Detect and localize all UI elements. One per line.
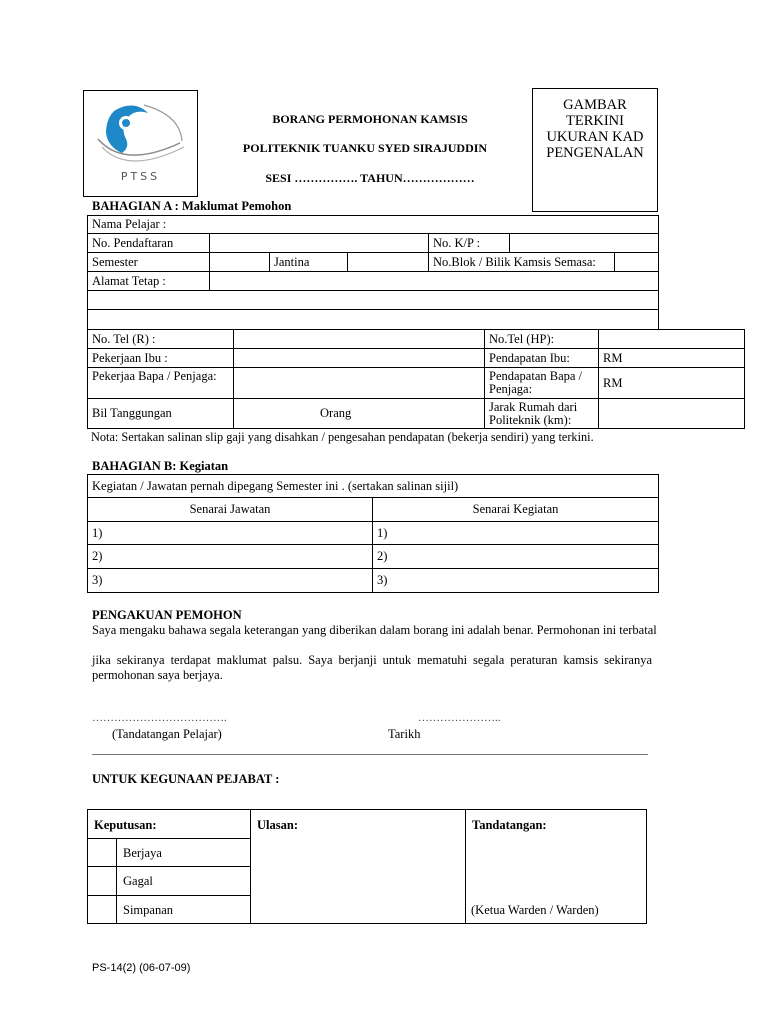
warden-label: (Ketua Warden / Warden) bbox=[471, 903, 599, 917]
checkbox-gagal[interactable] bbox=[89, 867, 115, 894]
kegiatan-row-2[interactable]: 2) bbox=[373, 545, 659, 569]
pendapatan-bapa-label: Pendapatan Bapa / Penjaga: bbox=[485, 368, 599, 399]
section-b-title: BAHAGIAN B: Kegiatan bbox=[92, 459, 229, 473]
section-a-table-top bbox=[87, 215, 659, 330]
orang-label: Orang bbox=[320, 406, 352, 420]
pekerjaan-bapa-input[interactable] bbox=[234, 368, 485, 399]
date-dots[interactable]: ………………….. bbox=[418, 712, 501, 724]
checkbox-simpanan[interactable] bbox=[89, 896, 115, 923]
kegiatan-instruction: Kegiatan / Jawatan pernah dipegang Semester ini . (sertakan salinan sijil) bbox=[88, 475, 659, 498]
no-tel-r-label: No. Tel (R) : bbox=[88, 330, 234, 349]
field-nama-pelajar[interactable] bbox=[88, 216, 659, 234]
keputusan-label: Keputusan: bbox=[94, 818, 157, 832]
no-tel-hp-label: No.Tel (HP): bbox=[485, 330, 599, 349]
no-tel-r-input[interactable] bbox=[234, 330, 485, 349]
signature-dots[interactable]: ………………………………. bbox=[92, 712, 227, 724]
col-senarai-kegiatan: Senarai Kegiatan bbox=[373, 498, 659, 522]
declaration-title: PENGAKUAN PEMOHON bbox=[92, 608, 242, 622]
photo-box bbox=[532, 88, 658, 212]
ulasan-area[interactable] bbox=[251, 838, 464, 922]
divider-line bbox=[92, 754, 648, 755]
semester-input[interactable] bbox=[210, 253, 270, 272]
pendapatan-ibu-label: Pendapatan Ibu: bbox=[485, 349, 599, 368]
jantina-input[interactable] bbox=[348, 253, 429, 272]
no-kp-label: No. K/P : bbox=[429, 234, 510, 253]
date-label: Tarikh bbox=[388, 727, 421, 741]
bil-tanggungan-label: Bil Tanggungan bbox=[88, 399, 234, 429]
photo-line-2: TERKINI bbox=[566, 113, 624, 129]
kegiatan-row-3[interactable]: 3) bbox=[373, 569, 659, 593]
pendapatan-ibu-input[interactable] bbox=[599, 349, 745, 368]
rm-bapa-label: RM bbox=[603, 375, 623, 390]
photo-line-1: GAMBAR bbox=[563, 97, 627, 113]
jawatan-row-3[interactable]: 3) bbox=[88, 569, 373, 593]
office-divider-2 bbox=[465, 810, 466, 923]
session-line: SESI ……………. TAHUN……………… bbox=[265, 171, 475, 185]
office-table bbox=[87, 809, 647, 924]
no-blok-label: No.Blok / Bilik Kamsis Semasa: bbox=[429, 253, 615, 272]
section-b-table bbox=[87, 474, 659, 593]
logo-box bbox=[83, 90, 198, 197]
institution-name: POLITEKNIK TUANKU SYED SIRAJUDDIN bbox=[242, 141, 488, 155]
ulasan-label: Ulasan: bbox=[257, 818, 298, 832]
pekerjaan-ibu-label: Pekerjaan Ibu : bbox=[88, 349, 234, 368]
option-berjaya: Berjaya bbox=[123, 846, 162, 860]
pendapatan-bapa-input[interactable] bbox=[599, 368, 745, 399]
jarak-label: Jarak Rumah dari Politeknik (km): bbox=[485, 399, 599, 429]
no-tel-hp-input[interactable] bbox=[599, 330, 745, 349]
alamat-input-1[interactable] bbox=[210, 272, 659, 291]
checkbox-berjaya[interactable] bbox=[89, 839, 115, 866]
option-gagal: Gagal bbox=[123, 874, 153, 888]
no-pendaftaran-input[interactable] bbox=[210, 234, 429, 253]
office-title: UNTUK KEGUNAAN PEJABAT : bbox=[92, 772, 280, 786]
pekerjaan-ibu-input[interactable] bbox=[234, 349, 485, 368]
rm-ibu-label: RM bbox=[603, 350, 623, 365]
section-a-table-bottom bbox=[87, 329, 745, 429]
jawatan-row-1[interactable]: 1) bbox=[88, 522, 373, 545]
pekerjaan-bapa-label: Pekerjaa Bapa / Penjaga: bbox=[88, 368, 234, 399]
jawatan-row-2[interactable]: 2) bbox=[88, 545, 373, 569]
photo-line-3: UKURAN KAD bbox=[546, 129, 644, 145]
bil-tanggungan-input[interactable] bbox=[234, 399, 485, 429]
alamat-input-3[interactable] bbox=[88, 310, 659, 330]
form-title: BORANG PERMOHONAN KAMSIS bbox=[272, 112, 468, 126]
section-a-title: BAHAGIAN A : Maklumat Pemohon bbox=[92, 199, 292, 213]
jarak-input[interactable] bbox=[599, 399, 745, 429]
tandatangan-label: Tandatangan: bbox=[472, 818, 547, 832]
photo-box-text bbox=[533, 97, 657, 161]
alamat-input-2[interactable] bbox=[88, 291, 659, 310]
declaration-line-1: Saya mengaku bahawa segala keterangan yang diberikan dalam borang ini adalah benar. Permohonan ini terbatal bbox=[92, 623, 657, 637]
signature-label: (Tandatangan Pelajar) bbox=[112, 727, 222, 741]
logo-text: PTSS bbox=[120, 170, 161, 183]
kegiatan-row-1[interactable]: 1) bbox=[373, 522, 659, 545]
photo-line-4: PENGENALAN bbox=[546, 145, 644, 161]
col-senarai-jawatan: Senarai Jawatan bbox=[88, 498, 373, 522]
nota-text: Nota: Sertakan salinan slip gaji yang disahkan / pengesahan pendapatan (bekerja sendiri) yang terkini. bbox=[91, 430, 594, 444]
nama-pelajar-label: Nama Pelajar : bbox=[92, 217, 167, 231]
jantina-label: Jantina bbox=[270, 253, 348, 272]
option-simpanan: Simpanan bbox=[123, 903, 173, 917]
alamat-tetap-label: Alamat Tetap : bbox=[88, 272, 210, 291]
no-pendaftaran-label: No. Pendaftaran bbox=[88, 234, 210, 253]
form-code: PS-14(2) (06-07-09) bbox=[92, 962, 191, 974]
no-blok-input[interactable] bbox=[615, 253, 659, 272]
semester-label: Semester bbox=[88, 253, 210, 272]
declaration-line-2: jika sekiranya terdapat maklumat palsu. Saya berjanji untuk mematuhi segala peraturan kamsis sekiranya permohonan saya berjaya. bbox=[92, 653, 652, 682]
no-kp-input[interactable] bbox=[510, 234, 659, 253]
checkbox-column-line bbox=[116, 838, 117, 923]
